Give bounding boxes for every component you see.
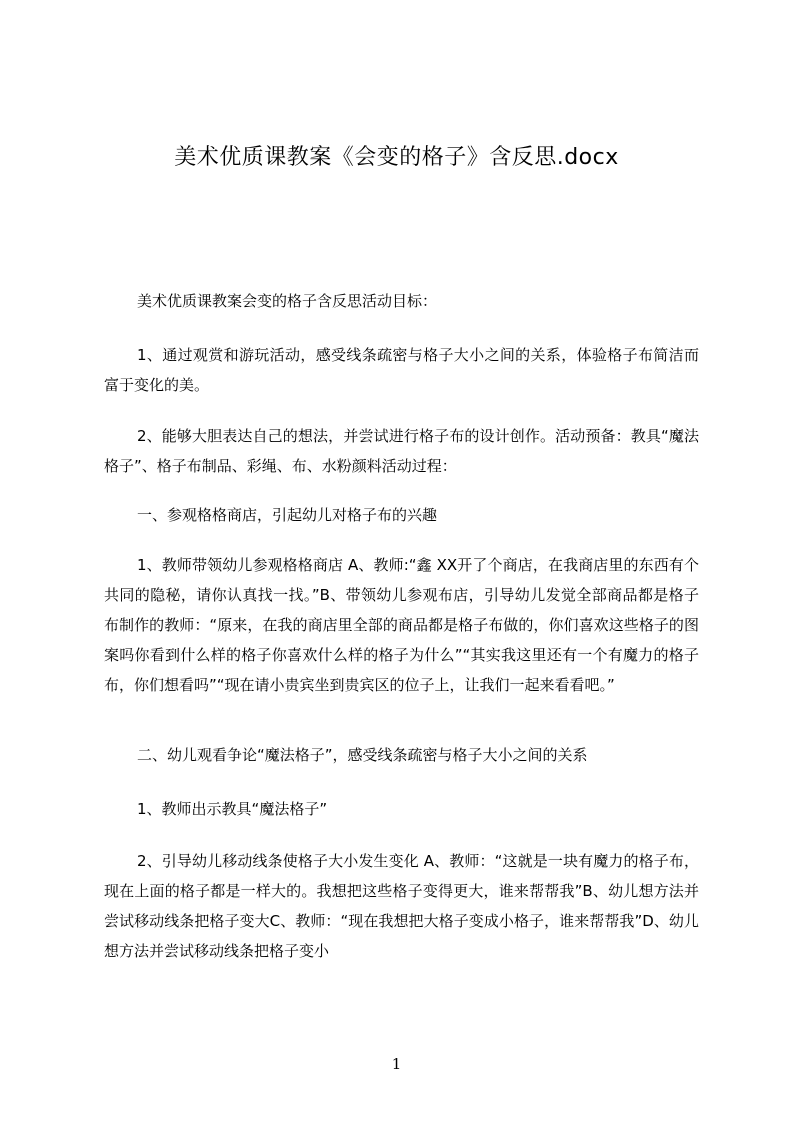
document-title: 美术优质课教案《会变的格子》含反思.docx — [174, 145, 619, 170]
page-number: 1 — [391, 1055, 402, 1073]
section-heading-2: 二、幼儿观看争论“魔法格子”，感受线条疏密与格子大小之间的关系 — [137, 746, 588, 764]
paragraph-goal-2: 2、能够大胆表达自己的想法，并尝试进行格子布的设计创作。活动预备：教具“魔法格子”、格子布制品、彩绳、布、水粉颜料活动过程： — [104, 427, 699, 475]
paragraph-show-teaching-aid: 1、教师出示教具“魔法格子” — [137, 800, 328, 818]
paragraph-activity-goals: 美术优质课教案会变的格子含反思活动目标： — [137, 292, 438, 310]
section-heading-1: 一、参观格格商店，引起幼儿对格子布的兴趣 — [137, 506, 438, 524]
paragraph-move-lines: 2、引导幼儿移动线条使格子大小发生变化 A、教师：“这就是一块有魔力的格子布，现在上面的格子都是一样大的。我想把这些格子变得更大，谁来帮帮我”B、幼儿想方法并尝试移动线条把格子变大C、教师：“现在我想把大格子变成小格子，谁来帮帮我”D、幼儿想方法并尝试移动线条把格子变小 — [104, 852, 699, 960]
paragraph-store-visit: 1、教师带领幼儿参观格格商店 A、教师:“鑫 XX开了个商店，在我商店里的东西有个共同的隐秘，请你认真找一找。”B、带领幼儿参观布店，引导幼儿发觉全部商品都是格子布制作的教师：“原来，在我的商店里全部的商品都是格子布做的，你们喜欢这些格子的图案吗你看到什么样的格子你喜欢什么样的格子为什么”“其实我这里还有一个有魔力的格子布，你们想看吗”“现在请小贵宾坐到贵宾区的位子上，让我们一起来看看吧。” — [104, 556, 699, 694]
paragraph-goal-1: 1、通过观赏和游玩活动，感受线条疏密与格子大小之间的关系，体验格子布简洁而富于变化的美。 — [104, 346, 699, 394]
